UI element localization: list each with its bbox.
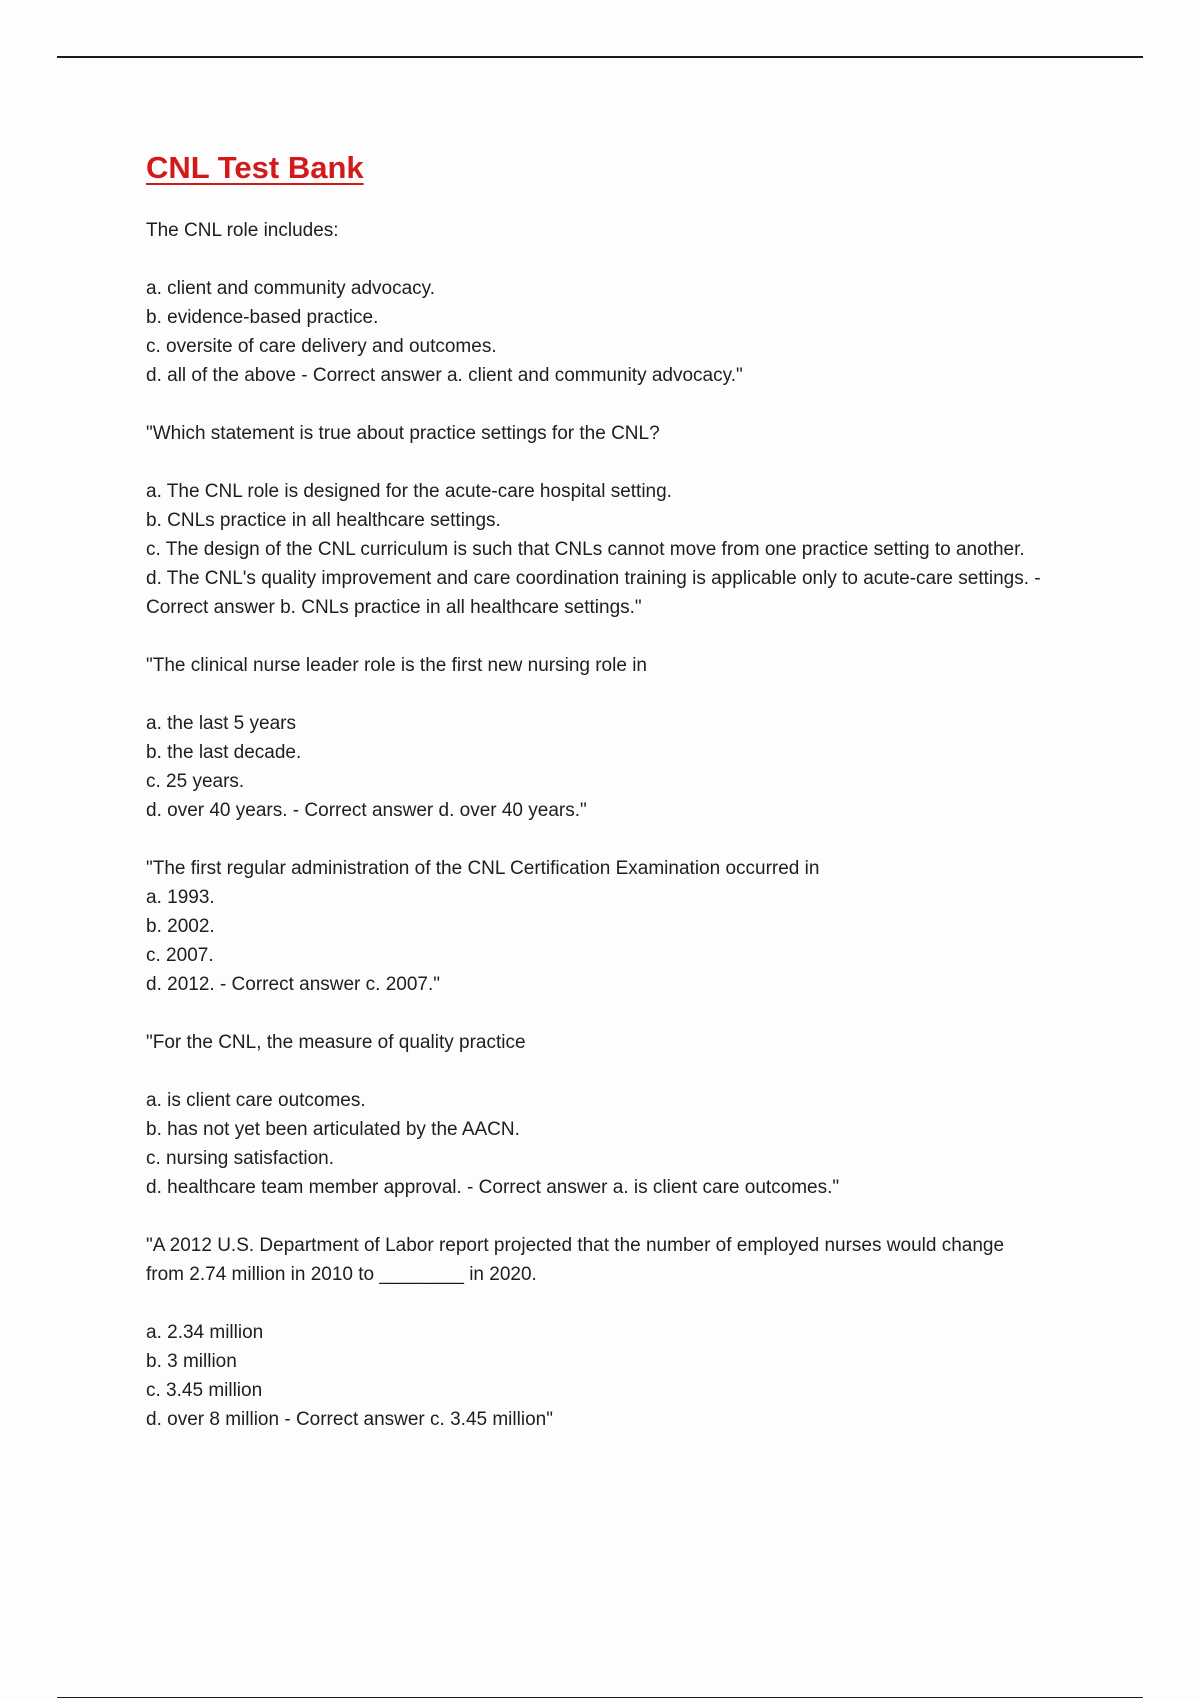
question-block-2 xyxy=(146,419,1046,622)
answer-option: b. evidence-based practice. xyxy=(146,307,379,328)
answer-option: a. client and community advocacy. xyxy=(146,278,436,299)
answer-option: b. has not yet been articulated by the AACN. xyxy=(146,1119,520,1140)
question-block-3 xyxy=(146,651,1046,825)
spacer xyxy=(146,1289,1046,1318)
question-stem: "The first regular administration of the CNL Certification Examination occurred in xyxy=(146,858,820,879)
question-block-4 xyxy=(146,854,1046,999)
spacer xyxy=(146,245,1046,274)
answer-option: a. the last 5 years xyxy=(146,713,296,734)
answer-option: b. 2002. xyxy=(146,916,215,937)
spacer xyxy=(146,448,1046,477)
answer-option: a. 1993. xyxy=(146,887,215,908)
document-body xyxy=(146,150,1046,1463)
answer-option: c. The design of the CNL curriculum is such that CNLs cannot move from one practice setting to another. xyxy=(146,539,1025,560)
answer-option: a. The CNL role is designed for the acute-care hospital setting. xyxy=(146,481,672,502)
answer-option: b. 3 million xyxy=(146,1351,237,1372)
question-stem: The CNL role includes: xyxy=(146,220,339,241)
answer-option: b. the last decade. xyxy=(146,742,302,763)
answer-option: d. over 8 million - Correct answer c. 3.45 million" xyxy=(146,1409,553,1430)
footer-rule xyxy=(57,1697,1143,1698)
answer-option: c. 2007. xyxy=(146,945,214,966)
question-block-1 xyxy=(146,216,1046,390)
answer-option: a. 2.34 million xyxy=(146,1322,264,1343)
answer-option: d. over 40 years. - Correct answer d. over 40 years." xyxy=(146,800,587,821)
question-stem: "Which statement is true about practice settings for the CNL? xyxy=(146,423,660,444)
answer-option: c. oversite of care delivery and outcomes. xyxy=(146,336,497,357)
answer-option: b. CNLs practice in all healthcare settings. xyxy=(146,510,501,531)
answer-option: c. 3.45 million xyxy=(146,1380,263,1401)
answer-option: d. 2012. - Correct answer c. 2007." xyxy=(146,974,440,995)
spacer xyxy=(146,680,1046,709)
question-stem: "A 2012 U.S. Department of Labor report projected that the number of employed nurses would change from 2.74 million in 2010 to ________ in 2020. xyxy=(146,1235,1005,1285)
answer-option: d. The CNL's quality improvement and care coordination training is applicable only to acute-care settings. - Correct answer b. CNLs practice in all healthcare settings." xyxy=(146,568,1041,618)
answer-option: c. nursing satisfaction. xyxy=(146,1148,334,1169)
answer-option: d. all of the above - Correct answer a. client and community advocacy." xyxy=(146,365,743,386)
question-block-6 xyxy=(146,1231,1046,1434)
question-block-5 xyxy=(146,1028,1046,1202)
document-title: CNL Test Bank xyxy=(146,150,364,185)
header-rule xyxy=(57,56,1143,58)
answer-option: c. 25 years. xyxy=(146,771,245,792)
answer-option: a. is client care outcomes. xyxy=(146,1090,366,1111)
spacer xyxy=(146,1057,1046,1086)
question-stem: "For the CNL, the measure of quality practice xyxy=(146,1032,526,1053)
question-stem: "The clinical nurse leader role is the first new nursing role in xyxy=(146,655,647,676)
answer-option: d. healthcare team member approval. - Correct answer a. is client care outcomes." xyxy=(146,1177,840,1198)
